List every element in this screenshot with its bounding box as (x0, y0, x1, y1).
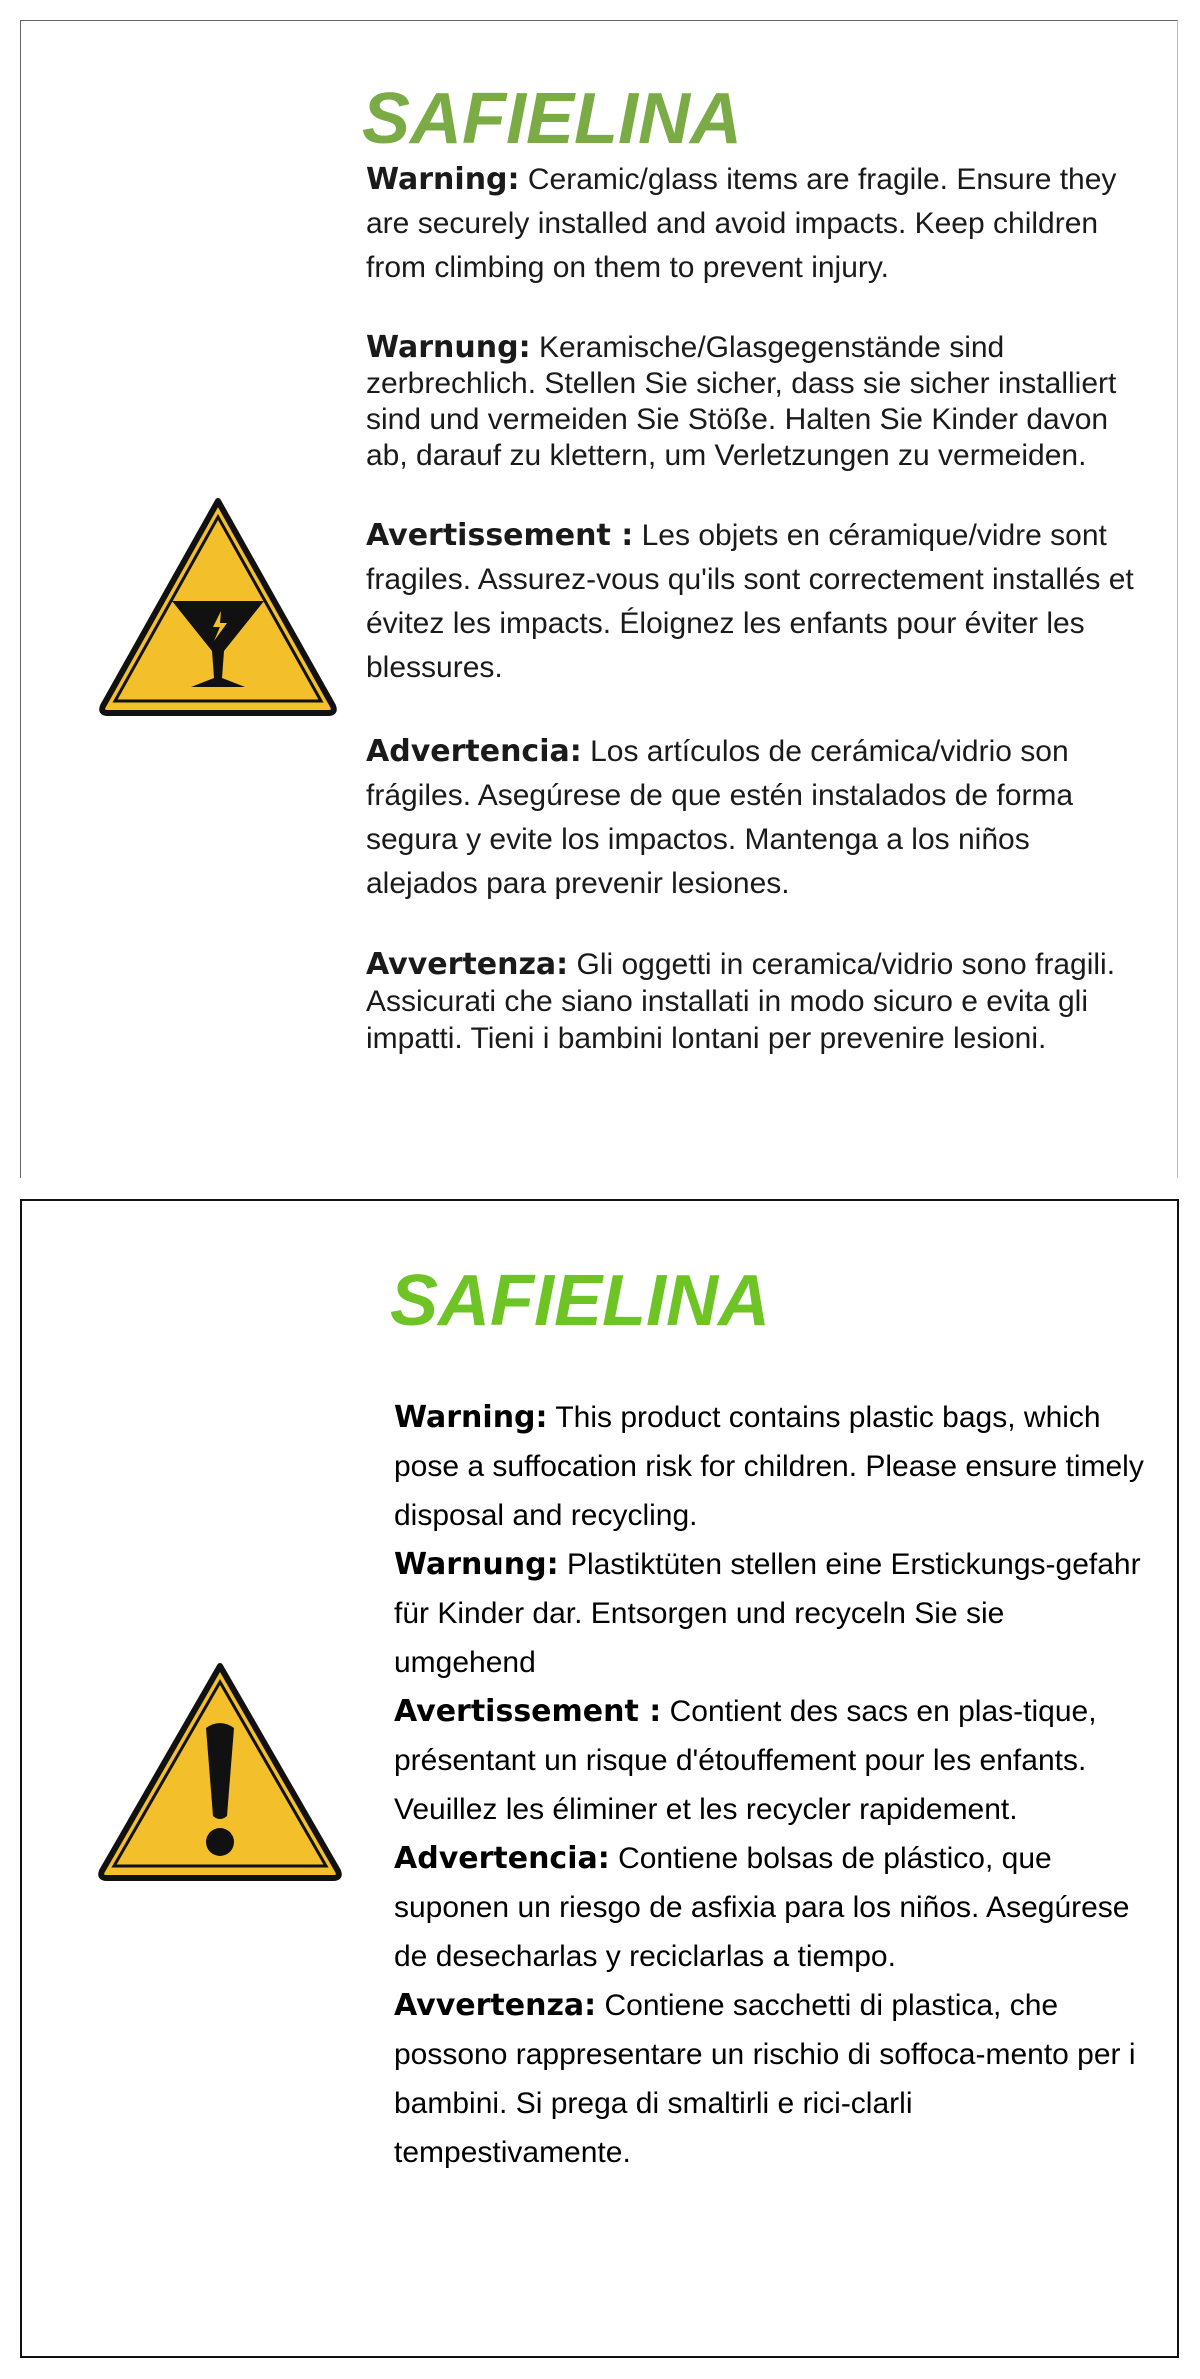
warning-text: This product contains plastic bags, which pose a suffocation risk for children. Please ensure timely disposal and recycling. (394, 1401, 1144, 1532)
warning-label: Avertissement : (366, 518, 634, 553)
plastic-bag-warning-panel (20, 1199, 1179, 2358)
svg-text:SAFIELINA: SAFIELINA (390, 1261, 771, 1341)
brand-logo (384, 1247, 771, 1342)
brand-logo (356, 65, 743, 160)
warning-text: Keramische/Glasgegenstände sind zerbrechlich. Stellen Sie sicher, dass sie sicher installiert sind und vermeiden Sie Stöße. Halten Sie Kinder davon ab, darauf zu klettern, um Verletzungen zu vermeiden. (366, 331, 1117, 472)
warning-label: Avertissement : (394, 1694, 662, 1729)
warning-text: Gli oggetti in ceramica/vidrio sono fragili. Assicurati che siano installati in modo sicuro e evita gli impatti. Tieni i bambini lontani per prevenire lesioni. (366, 948, 1116, 1055)
warning-text: Contiene bolsas de plástico, que suponen un riesgo de asfixia para los niños. Asegúrese de desecharlas y reciclarlas a tiempo. (394, 1842, 1130, 1973)
warning-label: Advertencia: (394, 1841, 610, 1876)
warning-block-es (366, 730, 1146, 906)
warning-text: Les objets en céramique/vidre sont fragiles. Assurez-vous qu'ils sont correctement installés et évitez les impacts. Éloignez les enfants pour éviter les blessures. (366, 519, 1134, 684)
warning-block-es (394, 1834, 1154, 1981)
warning-label: Warning: (366, 162, 520, 197)
glass-fragile-warning-triangle-icon (93, 491, 343, 726)
warning-label: Avvertenza: (366, 947, 569, 982)
warning-label: Warning: (394, 1400, 548, 1435)
warning-label: Warnung: (366, 330, 531, 365)
warning-block-fr (366, 514, 1146, 690)
warning-block-fr (394, 1687, 1154, 1834)
warning-block-de (394, 1540, 1154, 1687)
svg-text:SAFIELINA: SAFIELINA (362, 79, 743, 159)
warning-block-it (366, 946, 1146, 1057)
warning-block-en (366, 158, 1146, 290)
warning-text: Los artículos de cerámica/vidrio son frágiles. Asegúrese de que estén instalados de forma segura y evite los impactos. Mantenga a los niños alejados para prevenir lesiones. (366, 735, 1074, 900)
warning-label: Avvertenza: (394, 1988, 597, 2023)
warning-text: Contiene sacchetti di plastica, che possono rappresentare un rischio di soffoca-mento per i bambini. Si prega di smaltirli e rici-clarli tempestivamente. (394, 1989, 1136, 2169)
warning-label: Warnung: (394, 1547, 559, 1582)
glass-warning-panel (20, 20, 1178, 1178)
warning-block-it (394, 1981, 1154, 2177)
warning-text-blocks (366, 158, 1146, 1097)
warning-text: Plastiktüten stellen eine Erstickungs-gefahr für Kinder dar. Entsorgen und recyceln Sie sie umgehend (394, 1548, 1141, 1679)
warning-block-de (366, 330, 1146, 474)
warning-text-blocks (394, 1393, 1154, 2177)
warning-block-en (394, 1393, 1154, 1540)
exclamation-warning-triangle-icon (92, 1656, 348, 1891)
warning-label: Advertencia: (366, 734, 582, 769)
warning-text: Contient des sacs en plas-tique, présentant un risque d'étouffement pour les enfants. Veuillez les éliminer et les recycler rapidement. (394, 1695, 1097, 1826)
warning-text: Ceramic/glass items are fragile. Ensure they are securely installed and avoid impacts. Keep children from climbing on them to prevent injury. (366, 163, 1117, 284)
